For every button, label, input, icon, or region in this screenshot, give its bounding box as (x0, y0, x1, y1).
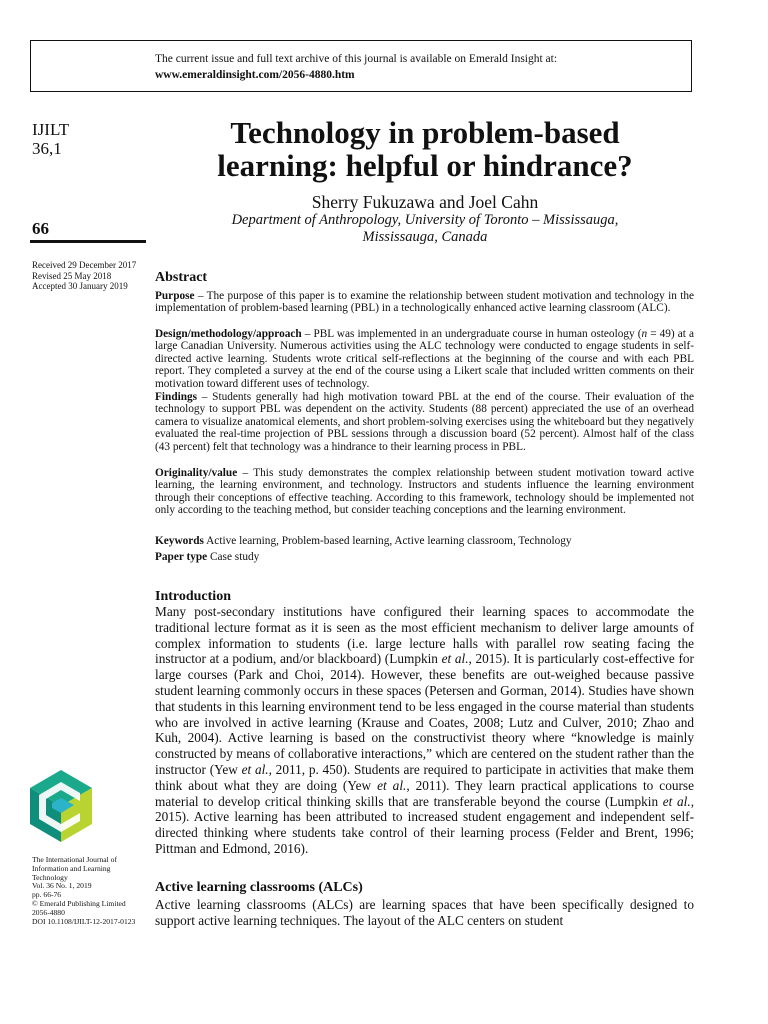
paper-type (155, 551, 694, 564)
title-line: learning: helpful or hindrance? (217, 148, 633, 183)
findings-label: Findings (155, 391, 198, 403)
abstract-heading: Abstract (155, 270, 208, 285)
keywords-text: Active learning, Problem-based learning, Active learning classroom, Technology (203, 535, 572, 547)
pub-line: Vol. 36 No. 1, 2019 (32, 881, 92, 891)
pub-line: Information and Learning (32, 863, 111, 873)
alc-paragraph: Active learning classrooms (ALCs) are learning spaces that have been specifically designed to support active learning techniques. The layout of the ALC centers on student (155, 897, 694, 928)
intro-text: , 2011). They learn practical applications to course material to develop critical thinking skills that are transferable beyond the course (Lumpkin (155, 777, 694, 809)
abstract-findings (155, 391, 694, 453)
paper-type-text: Case study (207, 551, 260, 563)
intro-text: , 2011, p. 450). Students are required to participate in activities that make them think about what they are doing (Yew (155, 761, 694, 793)
purpose-text: – The purpose of this paper is to examine the relationship between student motivation and technology in the implementation of problem-based learning (PBL) in a technologically enhanced active learning classroom (ALC). (155, 290, 694, 315)
journal-abbrev: IJILT (32, 120, 70, 139)
article-dates (32, 260, 136, 292)
intro-etal: et al. (377, 777, 407, 793)
affiliation (155, 212, 695, 246)
publication-info (32, 856, 135, 926)
intro-etal: et al. (441, 651, 469, 667)
authors: Sherry Fukuzawa and Joel Cahn (311, 192, 539, 212)
journal-notice-box (30, 40, 692, 92)
originality-label: Originality/value (155, 467, 238, 479)
alc-heading: Active learning classrooms (ALCs) (155, 880, 363, 895)
revised-date: Revised 25 May 2018 (32, 270, 112, 281)
notice-text: The current issue and full text archive of this journal is available on Emerald Insight at: (155, 53, 558, 65)
pub-line: 2056-4880 (32, 907, 65, 917)
paper-type-label: Paper type (155, 551, 208, 563)
intro-text: , 2015). Active learning has been attributed to increased student engagement and independent self-directed thinking where students take control of their learning process (Felder and Brent, 1996; Pittman and Edmond, 2016). (155, 793, 695, 856)
originality-text: – This study demonstrates the complex relationship between student motivation toward active learning, the learning environment, and technology. Instructors and students influence the learning environment through their conceptions of effective teaching. According to this framework, technology should be implemented not only according to the teaching method, but consider teaching conceptions and the learning environment. (155, 467, 694, 517)
keywords (155, 535, 694, 548)
emerald-publishing-logo-icon (30, 770, 92, 842)
pub-line: The International Journal of (32, 855, 117, 864)
design-label: Design/methodology/approach (155, 328, 302, 340)
introduction-paragraph (155, 604, 694, 857)
abstract-originality (155, 467, 694, 517)
affiliation-line: Mississauga, Canada (362, 229, 488, 245)
introduction-heading: Introduction (155, 589, 231, 604)
affiliation-line: Department of Anthropology, University of Toronto – Mississauga, (231, 212, 619, 228)
journal-url-link[interactable]: www.emeraldinsight.com/2056-4880.htm (155, 69, 355, 81)
article-title (155, 116, 695, 182)
design-text: = 49) at a large Canadian University. Numerous activities using the ALC technology were conducted to engage students in self-directed active learning. Students wrote critical self-reflections at the beginning of the course and with each PBL report. They completed a survey at the end of the course using a Likert scale that included written comments on their motivation toward different uses of technology. (155, 328, 694, 390)
abstract-purpose (155, 290, 694, 315)
design-text: – PBL was implemented in an undergraduate course in human osteology ( (301, 328, 642, 340)
intro-text: , 2015). It is particularly cost-effective for large courses (Park and Choi, 2014). However, these benefits are out-weighed because passive student learning commonly occurs in these spaces (Petersen and Gorman, 2014). Studies have shown that students in this learning environment tend to be less engaged in the course material than students who are involved in active learning (Krause and Coates, 2008; Lutz and Culver, 2010; Zhao and Kuh, 2004). Active learning is based on the constructivist theory where “knowledge is mainly constructed by means of collaborative interactions,” which are centered on the student rather than the instructor (Yew (155, 651, 694, 777)
doi-link[interactable]: DOI 10.1108/IJILT-12-2017-0123 (32, 916, 136, 926)
findings-text: – Students generally had high motivation toward PBL at the end of the course. Their evaluation of the technology to support PBL was dependent on the activity. Students (88 percent) appreciated the use of an overhead camera to visualize anatomical elements, and short problem-solving exercises using the whiteboard but they negatively evaluated the real-time projection of PBL sessions through a discussion board (52 percent). Almost half of the class (43 percent) felt that technology was a hindrance to their learning process in PBL. (155, 391, 694, 453)
purpose-label: Purpose (155, 290, 195, 302)
page-number: 66 (32, 219, 49, 238)
abstract-design (155, 328, 694, 390)
page-rule-divider (30, 240, 146, 243)
accepted-date: Accepted 30 January 2019 (32, 281, 128, 291)
keywords-label: Keywords (155, 535, 204, 547)
title-line: Technology in problem-based (230, 115, 620, 150)
intro-text: Many post-secondary institutions have configured their learning spaces to accommodate the traditional lecture format as it is seen as the most efficient mechanism to deliver large amounts of complex information to students (i.e. large lecture halls with parallel row seating facing the instructor at a podium, and/or blackboard) (Lumpkin (155, 604, 694, 667)
pub-line: Technology (32, 872, 68, 882)
received-date: Received 29 December 2017 (32, 260, 137, 270)
pub-line: pp. 66-76 (32, 890, 62, 900)
intro-etal: et al. (241, 761, 269, 777)
intro-etal: et al. (662, 793, 691, 809)
pub-line: © Emerald Publishing Limited (32, 898, 126, 908)
volume-issue: 36,1 (32, 139, 62, 158)
journal-code (32, 120, 69, 158)
design-n: n (641, 328, 648, 340)
